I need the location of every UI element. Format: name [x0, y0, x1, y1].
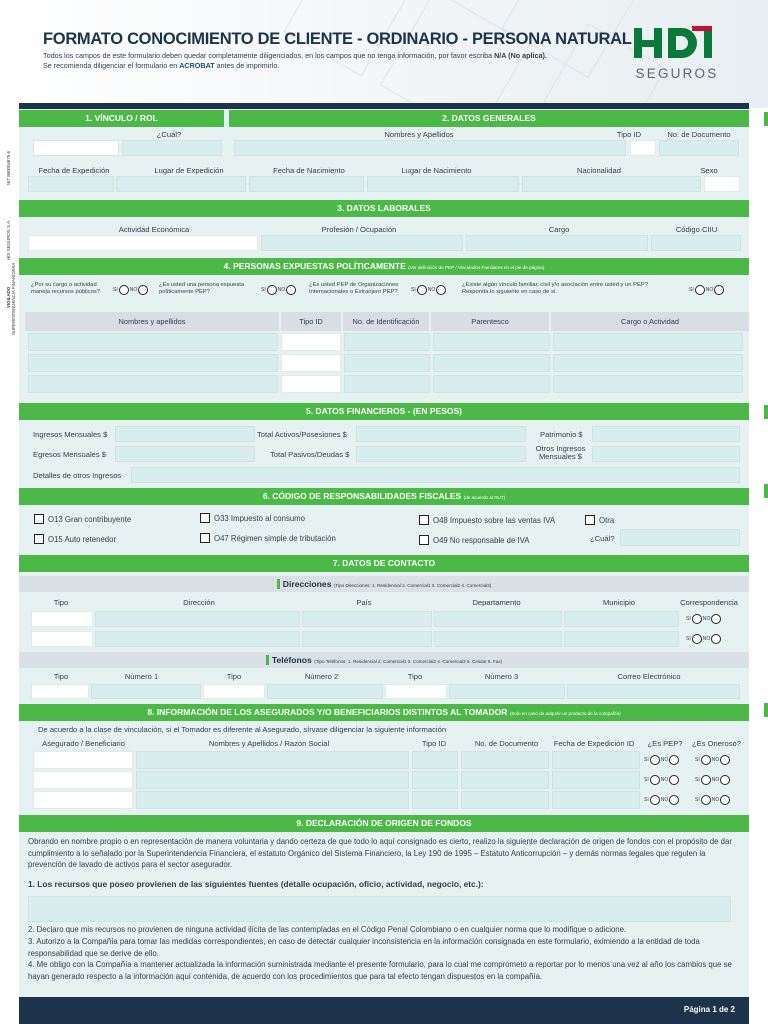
radio-no-icon[interactable]: [286, 285, 296, 295]
dir-row2-departamento[interactable]: [434, 631, 562, 647]
radio-no-icon[interactable]: [720, 755, 730, 765]
declaracion-paragraph-2: 2. Declaro que mis recursos no provienen de ninguna actividad ilícita de las contempladas en el Código Penal Colombiano o en cualquier norma que lo modifique o adicione.: [28, 925, 627, 934]
dir-row1-tipo[interactable]: [31, 611, 93, 627]
dir-col-departamento: Departamento: [472, 598, 521, 607]
tel-tipo-2[interactable]: [203, 684, 265, 699]
section-marker: [277, 579, 280, 589]
fiscal-cual-label: ¿Cuál?: [590, 534, 615, 543]
pep-col-identificacion: No. de Identificación: [343, 312, 429, 331]
aseg-row3-tipo[interactable]: [33, 791, 133, 809]
pep-row2-nombres[interactable]: [28, 354, 278, 372]
direcciones-header: Direcciones (Tipo Direcciones: 1. Residencial 2. Comercial1 3. Comercial2 4. Comercial3): [19, 576, 749, 592]
tel-col-tipo-3: Tipo: [407, 672, 423, 681]
lugar-expedicion-input[interactable]: [116, 176, 246, 192]
ingresos-label: Ingresos Mensuales $: [33, 430, 108, 439]
profesion-input[interactable]: [261, 235, 463, 251]
side-nit: NIT 860004875-6: [6, 150, 11, 185]
otra-checkbox[interactable]: Otra: [585, 515, 614, 525]
declaracion-fuentes-label: 1. Los recursos que poseo provienen de las siguientes fuentes (detalle ocupación, oficio, actividad, negocio, etc.):: [28, 879, 484, 889]
aseg-row2-tipo-id[interactable]: [412, 771, 458, 789]
radio-si-icon[interactable]: [695, 285, 705, 295]
dir-row2-municipio[interactable]: [564, 631, 679, 647]
logo-subtitle: SEGUROS: [635, 66, 719, 81]
nacionalidad-label: Nacionalidad: [577, 166, 621, 175]
aseg-row3-documento[interactable]: [461, 791, 549, 809]
aseg-row2-fecha[interactable]: [552, 771, 640, 789]
radio-no-icon[interactable]: [714, 285, 724, 295]
actividad-input[interactable]: [28, 235, 258, 251]
pep-col-tipo-id: Tipo ID: [281, 312, 341, 331]
activos-input[interactable]: [356, 426, 526, 442]
pep-row1-id[interactable]: [344, 333, 430, 351]
o48-checkbox[interactable]: O48 Impuesto sobre las ventas IVA: [419, 515, 555, 525]
pep-row3-cargo[interactable]: [553, 375, 743, 393]
radio-no-icon[interactable]: [720, 795, 730, 805]
tel-numero-2[interactable]: [267, 684, 383, 699]
vinculo-cual-label: ¿Cuál?: [156, 130, 182, 139]
edge-tick: [764, 405, 768, 419]
radio-si-icon[interactable]: [701, 755, 711, 765]
radio-si-icon[interactable]: [119, 285, 129, 295]
section-5-header: 5. DATOS FINANCIEROS - (EN PESOS): [19, 403, 749, 420]
nacionalidad-input[interactable]: [522, 176, 701, 192]
radio-si-icon[interactable]: [650, 755, 660, 765]
radio-no-icon[interactable]: [711, 614, 721, 624]
egresos-label: Egresos Mensuales $: [33, 450, 107, 459]
pep-q2-radio[interactable]: SI NO: [261, 285, 297, 295]
checkbox-icon[interactable]: [419, 515, 429, 525]
radio-si-icon[interactable]: [650, 775, 660, 785]
radio-si-icon[interactable]: [701, 795, 711, 805]
tel-tipo-3[interactable]: [385, 684, 447, 699]
asegurados-intro: De acuerdo a la clase de vinculación, si el Tomador es diferente al Asegurado, sírvase diligenciar la siguiente información: [38, 725, 447, 734]
pep-q4-label: ¿Existe algún vínculo familiar, civil y/o asociación entre usted y un PEP? Responda lo siguiente en caso de sí.: [462, 282, 648, 295]
radio-si-icon[interactable]: [692, 614, 702, 624]
radio-no-icon[interactable]: [436, 285, 446, 295]
nombres-input[interactable]: [234, 140, 626, 156]
tel-col-tipo-1: Tipo: [53, 672, 69, 681]
pep-row1-parentesco[interactable]: [433, 333, 550, 351]
dir-col-pais: País: [356, 598, 372, 607]
edge-tick: [764, 112, 768, 126]
pep-row3-id[interactable]: [344, 375, 430, 393]
aseg-row2-documento[interactable]: [461, 771, 549, 789]
section-2-header: 2. DATOS GENERALES: [229, 110, 749, 127]
aseg-row1-nombres[interactable]: [136, 751, 409, 769]
radio-si-icon[interactable]: [701, 775, 711, 785]
edge-tick: [764, 703, 768, 717]
tel-col-numero-1: Número 1: [124, 672, 159, 681]
fecha-nacimiento-input[interactable]: [249, 176, 364, 192]
aseg-row3-nombres[interactable]: [136, 791, 409, 809]
section-1-header: 1. VÍNCULO / ROL: [19, 110, 224, 127]
pep-col-nombres: Nombres y apellidos: [25, 312, 279, 331]
pep-col-parentesco: Parentesco: [431, 312, 549, 331]
patrimonio-label: Patrimonio $: [540, 430, 583, 439]
vinculo-select[interactable]: [33, 140, 119, 156]
radio-si-icon[interactable]: [692, 634, 702, 644]
pep-row1-tipo[interactable]: [281, 333, 341, 351]
checkbox-icon[interactable]: [34, 514, 44, 524]
dir-row1-pais[interactable]: [302, 611, 432, 627]
fuentes-input[interactable]: [28, 896, 731, 922]
aseg-row3-fecha[interactable]: [552, 791, 640, 809]
profesion-label: Profesión / Ocupación: [321, 225, 397, 234]
checkbox-icon[interactable]: [200, 533, 210, 543]
aseg-row2-tipo[interactable]: [33, 771, 133, 789]
detalles-label: Detalles de otros Ingresos: [33, 471, 122, 480]
fecha-expedicion-label: Fecha de Expedición: [38, 166, 110, 175]
declaracion-paragraph-1: Obrando en nombre propio o en representación de manera voluntaria y dando certeza de que todo lo aquí consignado es cierto, realizo la siguiente declaración de origen de fondos con el propósito de dar cumplimiento a lo señalado por la Superintendencia Financiera, el estatuto Orgánico del Sistema Financiero, la Ley 190 de 1995 – Estatuto Anticorrupción – y demás normas legales que regulen la prevención de lavado de activos para el sector asegurador.: [28, 837, 732, 869]
side-vigilado: VIGILADO: [6, 286, 11, 308]
dir-col-direccion: Dirección: [183, 598, 215, 607]
aseg-col-tipo-id: Tipo ID: [421, 739, 447, 748]
tel-col-tipo-2: Tipo: [226, 672, 242, 681]
aseg-col-documento: No. de Documento: [474, 739, 539, 748]
radio-no-icon[interactable]: [711, 634, 721, 644]
tel-col-numero-2: Número 2: [304, 672, 339, 681]
page-title: FORMATO CONOCIMIENTO DE CLIENTE - ORDINARIO - PERSONA NATURAL: [43, 30, 632, 48]
pep-row2-cargo[interactable]: [553, 354, 743, 372]
radio-no-icon[interactable]: [669, 795, 679, 805]
checkbox-icon[interactable]: [585, 515, 595, 525]
pasivos-input[interactable]: [356, 446, 526, 462]
pep-row1-cargo[interactable]: [553, 333, 743, 351]
vinculo-cual-input[interactable]: [122, 140, 222, 156]
otros-ingresos-label: Otros Ingresos Mensuales $: [535, 444, 586, 461]
pep-row3-nombres[interactable]: [28, 375, 278, 393]
pep-q2-label: ¿Es usted una persona expuesta políticamente PEP?: [159, 282, 245, 295]
dir-row1-departamento[interactable]: [434, 611, 562, 627]
instructions-line-2: Se recomienda diligenciar el formulario en ACROBAT antes de imprimirlo.: [43, 61, 280, 70]
tipo-id-input[interactable]: [630, 140, 656, 156]
aseg-row2-oneroso-radio[interactable]: SI NO: [695, 775, 731, 785]
o33-checkbox[interactable]: O33 Impuesto al consumo: [200, 513, 305, 523]
aseg-row3-oneroso-radio[interactable]: SI NO: [695, 795, 731, 805]
tel-numero-1[interactable]: [91, 684, 201, 699]
cargo-label: Cargo: [548, 225, 570, 234]
radio-si-icon[interactable]: [267, 285, 277, 295]
dir-col-tipo: Tipo: [53, 598, 69, 607]
tipo-id-label: Tipo ID: [616, 130, 642, 139]
dir-row1-municipio[interactable]: [564, 611, 679, 627]
radio-no-icon[interactable]: [669, 755, 679, 765]
aseg-row3-pep-radio[interactable]: SI NO: [644, 795, 680, 805]
hdi-logo-icon: [632, 26, 722, 64]
aseg-row2-nombres[interactable]: [136, 771, 409, 789]
fecha-nacimiento-label: Fecha de Nacimiento: [273, 166, 345, 175]
form-body: [19, 109, 749, 997]
checkbox-icon[interactable]: [34, 534, 44, 544]
aseg-row1-documento[interactable]: [461, 751, 549, 769]
pep-q4-radio[interactable]: SI NO: [689, 285, 725, 295]
o15-checkbox[interactable]: O15 Auto retenedor: [34, 534, 116, 544]
pep-row2-id[interactable]: [344, 354, 430, 372]
aseg-row1-tipo[interactable]: [33, 751, 133, 769]
radio-no-icon[interactable]: [138, 285, 148, 295]
dir-col-correspondencia: Correspondencia: [680, 598, 738, 607]
fiscal-cual-input[interactable]: [620, 529, 740, 546]
nombres-label: Nombres y Apellidos: [384, 130, 454, 139]
aseg-row2-pep-radio[interactable]: SI NO: [644, 775, 680, 785]
pep-q3-radio[interactable]: SI NO: [411, 285, 447, 295]
pep-row3-parentesco[interactable]: [433, 375, 550, 393]
tel-col-correo: Correo Electrónico: [617, 672, 681, 681]
egresos-input[interactable]: [115, 446, 255, 462]
lugar-nacimiento-input[interactable]: [367, 176, 519, 192]
pep-row1-nombres[interactable]: [28, 333, 278, 351]
section-3-header: 3. DATOS LABORALES: [19, 200, 749, 217]
side-legal-text: [4, 110, 16, 335]
dir-row2-pais[interactable]: [302, 631, 432, 647]
aseg-row1-tipo-id[interactable]: [412, 751, 458, 769]
page-number: Página 1 de 2: [683, 1005, 735, 1014]
pep-row3-tipo[interactable]: [281, 375, 341, 393]
detalles-input[interactable]: [131, 467, 740, 483]
activos-label: Total Activos/Posesiones $: [257, 430, 347, 439]
section-8-header: 8. INFORMACIÓN DE LOS ASEGURADOS Y/O BENEFICIARIOS DISTINTOS AL TOMADOR (Solo en caso de adquirir un producto de la compañía): [19, 704, 749, 721]
dir-col-municipio: Municipio: [602, 598, 636, 607]
pasivos-label: Total Pasivos/Deudas $: [270, 450, 350, 459]
sexo-label: Sexo: [700, 166, 718, 175]
radio-no-icon[interactable]: [720, 775, 730, 785]
otros-ingresos-input[interactable]: [592, 446, 740, 462]
ciiu-label: Código CIIU: [675, 225, 718, 234]
footer-bar: [19, 997, 749, 1024]
dir-row2-tipo[interactable]: [31, 631, 93, 647]
dir-row2-direccion[interactable]: [95, 631, 300, 647]
aseg-col-tipo: Asegurado / Beneficiario: [42, 739, 125, 748]
radio-no-icon[interactable]: [669, 775, 679, 785]
section-7-header: 7. DATOS DE CONTACTO: [19, 555, 749, 572]
ingresos-input[interactable]: [115, 426, 255, 442]
lugar-expedicion-label: Lugar de Expedición: [154, 166, 224, 175]
pep-q3-label: ¿Es usted PEP de Organizaciones Internacionales o Extranjero PEP?: [309, 282, 399, 295]
patrimonio-input[interactable]: [592, 426, 740, 442]
tel-col-numero-3: Número 3: [484, 672, 519, 681]
actividad-label: Actividad Económica: [118, 225, 190, 234]
edge-tick: [764, 484, 768, 498]
side-company: HDI SEGUROS S.A.: [6, 219, 11, 260]
aseg-col-oneroso: ¿Es Oneroso?: [692, 739, 741, 748]
tel-numero-3[interactable]: [449, 684, 565, 699]
section-6-header: 6. CÓDIGO DE RESPONSABILIDADES FISCALES (de acuerdo al RUT): [19, 488, 749, 505]
aseg-row1-fecha[interactable]: [552, 751, 640, 769]
telefonos-header: Teléfonos (Tipo Teléfonos: 1. Residencial 2. Comercial1 3. Comercial2 4. Comercial3 5. Celular 6. Fax): [19, 652, 749, 668]
section-marker: [266, 655, 269, 665]
aseg-row1-oneroso-radio[interactable]: SI NO: [695, 755, 731, 765]
section-9-header: 9. DECLARACIÓN DE ORIGEN DE FONDOS: [19, 815, 749, 832]
declaracion-paragraph-3: 3. Autorizo a la Compañía para tomar las medidas correspondientes, en caso de detectar cualquier inconsistencia en la información consignada en este formulario, eximiendo a la entidad de toda responsabilidad que se derive de ello.: [28, 937, 700, 958]
cargo-input[interactable]: [466, 235, 648, 251]
no-documento-label: No. de Documento: [667, 130, 731, 139]
tel-tipo-1[interactable]: [31, 684, 89, 699]
o13-checkbox[interactable]: O13 Gran contribuyente: [34, 514, 131, 524]
declaracion-paragraph-4: 4. Me obligo con la Compañía a mantener actualizada la información suministrada mediante el presente formulario, para lo cual me comprometo a reportar por lo menos una vez al año los cambios que se hayan generado respecto a la información aquí contenida, de acuerdo con los procedimientos que para tal efecto tengan dispuestos en la compañía.: [28, 960, 732, 981]
dir-row2-correspondencia-radio[interactable]: SI NO: [686, 634, 722, 644]
instructions-line-1: Todos los campos de este formulario deben quedar completamente diligenciados, en los campos que no tenga información, por favor escriba N/A (No aplica).: [43, 51, 547, 60]
radio-si-icon[interactable]: [417, 285, 427, 295]
o49-checkbox[interactable]: O49 No responsable de IVA: [419, 535, 530, 545]
aseg-row1-pep-radio[interactable]: SI NO: [644, 755, 680, 765]
section-4-header: 4. PERSONAS EXPUESTAS POLÍTICAMENTE (Ver definición de PEP / Vinculados Familiares en el pie de página): [19, 258, 749, 275]
pep-col-cargo: Cargo o Actividad: [551, 312, 749, 331]
checkbox-icon[interactable]: [419, 535, 429, 545]
dir-row1-correspondencia-radio[interactable]: SI NO: [686, 614, 722, 624]
pep-q1-label: ¿Por su cargo o actividad maneja recursos públicos?: [31, 282, 100, 295]
radio-si-icon[interactable]: [650, 795, 660, 805]
fecha-expedicion-input[interactable]: [28, 176, 114, 192]
aseg-row3-tipo-id[interactable]: [412, 791, 458, 809]
ciiu-input[interactable]: [651, 235, 741, 251]
side-superfinanciera: SUPERINTENDENCIA FINANCIERA: [11, 262, 16, 335]
aseg-col-nombres: Nombres y Apellidos / Razón Social: [208, 739, 330, 748]
pep-row2-parentesco[interactable]: [433, 354, 550, 372]
lugar-nacimiento-label: Lugar de Nacimiento: [401, 166, 472, 175]
checkbox-icon[interactable]: [200, 513, 210, 523]
no-documento-input[interactable]: [659, 140, 739, 156]
sexo-input[interactable]: [704, 176, 740, 192]
aseg-col-pep: ¿Es PEP?: [647, 739, 683, 748]
dir-row1-direccion[interactable]: [95, 611, 300, 627]
pep-row2-tipo[interactable]: [281, 354, 341, 372]
aseg-col-fecha: Fecha de Expedición ID: [553, 739, 635, 748]
o47-checkbox[interactable]: O47 Régimen simple de tributación: [200, 533, 336, 543]
correo-input[interactable]: [567, 684, 740, 699]
pep-q1-radio[interactable]: SI NO: [113, 285, 149, 295]
